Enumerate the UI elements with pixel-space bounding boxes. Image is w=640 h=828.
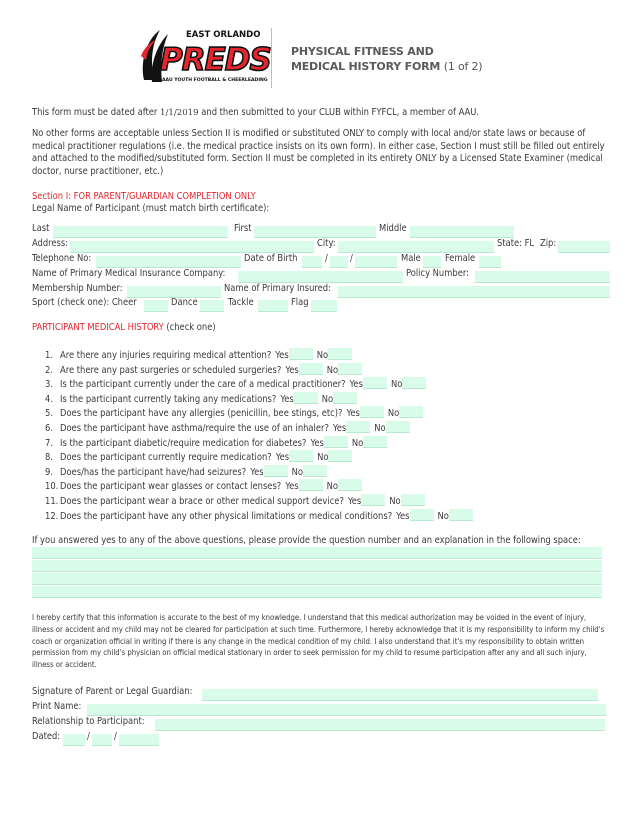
- yes-checkbox[interactable]: [363, 377, 387, 389]
- zip-field[interactable]: [558, 241, 610, 253]
- policy-label: Policy Number:: [406, 268, 469, 279]
- question-number: 11.: [45, 496, 59, 507]
- yes-checkbox[interactable]: [289, 348, 313, 360]
- logo-sub-text: AAU YOUTH FOOTBALL & CHEERLEADING: [162, 78, 268, 83]
- question-number: 9.: [45, 466, 53, 478]
- dob-month-field[interactable]: [302, 256, 322, 268]
- question-number: 8.: [45, 452, 53, 464]
- female-label: Female: [445, 253, 476, 264]
- relationship-label: Relationship to Participant:: [32, 716, 145, 727]
- yes-label: Yes: [349, 379, 363, 391]
- membership-label: Membership Number:: [32, 283, 123, 294]
- zip-label: Zip:: [540, 238, 557, 249]
- explain-line-3[interactable]: [32, 573, 602, 585]
- dob-day-field[interactable]: [330, 256, 348, 268]
- logo-top-text: EAST ORLANDO: [186, 30, 261, 40]
- state-label: State: FL: [497, 238, 535, 249]
- question-text: Does/has the participant have/had seizures?: [60, 466, 247, 478]
- dance-label: Dance: [171, 297, 198, 308]
- question-row: [45, 363, 362, 377]
- insurance-label: Name of Primary Medical Insurance Company:: [32, 268, 226, 279]
- history-heading: PARTICIPANT MEDICAL HISTORY (check one): [32, 322, 216, 333]
- dance-checkbox[interactable]: [200, 300, 224, 312]
- form-title-line1: PHYSICAL FITNESS AND: [291, 45, 434, 58]
- preds-logo: [138, 26, 271, 86]
- no-label: No: [326, 481, 339, 493]
- city-label: City:: [317, 238, 336, 249]
- dated-year-field[interactable]: [119, 734, 159, 746]
- first-name-label: First: [234, 223, 252, 234]
- no-label: No: [326, 364, 339, 376]
- yes-checkbox[interactable]: [294, 392, 318, 404]
- tackle-checkbox[interactable]: [258, 300, 288, 312]
- question-row: [45, 377, 426, 391]
- question-row: [45, 494, 425, 508]
- logo-main-text: PREDS: [160, 42, 271, 78]
- female-checkbox[interactable]: [479, 256, 501, 268]
- certification-text: I hereby certify that this information is accurate to the best of my knowledge. I understand that this medical authorization may be voided in the event of injury, illness or accident and my child may not be cleared for participation at such time. Furthermore, I hereby acknowledge that it is my responsibility to inform my child's coach or organization official in writing if there is any change in the medical condition of my child. I also understand that it's my responsibility to obtain written permission from my child's physician on official medical stationary in order to seek permission for my child to resume participation after any and all such injury, illness or accident.: [32, 613, 605, 670]
- last-name-field[interactable]: [53, 226, 228, 238]
- no-label: No: [390, 379, 403, 391]
- no-checkbox[interactable]: [338, 479, 362, 491]
- question-row: [45, 450, 352, 464]
- no-label: No: [316, 350, 329, 361]
- first-name-field[interactable]: [254, 226, 376, 238]
- explain-line-4[interactable]: [32, 586, 602, 598]
- question-text: Is the participant currently taking any medications?: [60, 393, 277, 405]
- yes-label: Yes: [285, 364, 299, 376]
- question-text: Does the participant have any allergies (penicillin, bee stings, etc)?: [60, 408, 343, 420]
- yes-label: Yes: [285, 481, 299, 493]
- yes-checkbox[interactable]: [346, 421, 370, 433]
- legal-name-label: Legal Name of Participant (must match birth certificate):: [32, 203, 270, 214]
- yes-label: Yes: [250, 466, 264, 478]
- question-number: 6.: [45, 423, 53, 434]
- no-checkbox[interactable]: [328, 450, 352, 462]
- sport-label: Sport (check one): Cheer: [32, 297, 137, 308]
- signature-field[interactable]: [202, 689, 598, 701]
- question-number: 4.: [45, 393, 53, 405]
- no-checkbox[interactable]: [303, 465, 327, 477]
- question-text: Does the participant have any other physical limitations or medical conditions?: [60, 510, 393, 522]
- no-checkbox[interactable]: [386, 421, 410, 433]
- yes-label: Yes: [346, 408, 360, 420]
- signature-label: Signature of Parent or Legal Guardian:: [32, 686, 193, 697]
- no-label: No: [374, 423, 386, 434]
- question-number: 3.: [45, 379, 53, 391]
- question-row: [45, 421, 410, 435]
- last-name-label: Last: [32, 223, 50, 234]
- header-divider: [271, 28, 272, 88]
- flag-label: Flag: [291, 297, 309, 308]
- dob-label: Date of Birth: [244, 253, 298, 264]
- telephone-field[interactable]: [96, 256, 241, 268]
- question-number: 1.: [45, 350, 53, 361]
- no-label: No: [291, 466, 303, 478]
- no-checkbox[interactable]: [399, 406, 423, 418]
- yes-checkbox[interactable]: [289, 450, 313, 462]
- explain-line-2[interactable]: [32, 560, 602, 572]
- middle-name-field[interactable]: [410, 226, 514, 238]
- yes-checkbox[interactable]: [264, 465, 288, 477]
- question-row: [45, 509, 473, 523]
- question-text: Does the participant wear a brace or other medical support device?: [60, 496, 344, 507]
- no-label: No: [387, 408, 400, 420]
- middle-name-label: Middle: [379, 223, 407, 234]
- tackle-label: Tackle: [228, 297, 254, 308]
- page-indicator: (1 of 2): [443, 60, 483, 73]
- question-text: Does the participant wear glasses or contact lenses?: [60, 481, 282, 493]
- address-field[interactable]: [70, 241, 314, 253]
- yes-checkbox[interactable]: [360, 406, 384, 418]
- no-checkbox[interactable]: [338, 363, 362, 375]
- explain-line-1[interactable]: [32, 547, 602, 559]
- male-label: Male: [401, 253, 421, 264]
- explain-prompt: If you answered yes to any of the above questions, please provide the question number and an explanation in the following space:: [32, 535, 581, 546]
- yes-label: Yes: [347, 496, 362, 507]
- male-checkbox[interactable]: [423, 256, 441, 268]
- intro-paragraph-2: No other forms are acceptable unless Section II is modified or substituted ONLY to comply with local and/or state laws or because of medical practitioner regulations (i.e. the medical practice insists on its own form). In either case, Section I must still be filled out entirely and attached to the modified/substituted form. Section II must be completed in its entirety ONLY by a Licensed State Examiner (medical doctor, nurse practitioner, etc.): [32, 128, 605, 177]
- form-title: [291, 44, 482, 74]
- question-text: Does the participant have asthma/require the use of an inhaler?: [60, 423, 329, 434]
- question-number: 2.: [45, 364, 53, 376]
- yes-label: Yes: [332, 423, 347, 434]
- insurance-field[interactable]: [238, 271, 403, 283]
- cheer-checkbox[interactable]: [144, 300, 168, 312]
- policy-field[interactable]: [475, 271, 610, 283]
- question-number: 10.: [45, 481, 59, 493]
- no-label: No: [351, 437, 364, 449]
- question-row: [45, 436, 387, 450]
- print-name-field[interactable]: [87, 704, 606, 716]
- question-text: Are there any past surgeries or scheduled surgeries?: [60, 364, 282, 376]
- flag-checkbox[interactable]: [311, 300, 337, 312]
- yes-checkbox[interactable]: [410, 509, 434, 521]
- no-checkbox[interactable]: [333, 392, 357, 404]
- print-name-label: Print Name:: [32, 701, 82, 712]
- question-number: 5.: [45, 408, 53, 420]
- dated-month-field[interactable]: [63, 734, 85, 746]
- relationship-field[interactable]: [155, 719, 605, 731]
- section1-heading: Section I: FOR PARENT/GUARDIAN COMPLETION ONLY: [32, 191, 256, 202]
- question-number: 12.: [45, 510, 59, 522]
- form-title-line2: MEDICAL HISTORY FORM: [291, 60, 441, 73]
- question-text: Is the participant diabetic/require medication for diabetes?: [60, 437, 307, 449]
- question-row: [45, 392, 357, 406]
- question-text: Does the participant currently require medication?: [60, 452, 272, 464]
- intro-date: 1/1/2019: [160, 108, 199, 118]
- telephone-label: Telephone No:: [32, 253, 92, 264]
- no-label: No: [389, 496, 401, 507]
- yes-label: Yes: [275, 452, 290, 464]
- no-checkbox[interactable]: [401, 494, 425, 506]
- no-label: No: [321, 393, 334, 405]
- insured-label: Name of Primary Insured:: [224, 283, 331, 294]
- city-field[interactable]: [338, 241, 494, 253]
- question-row: [45, 465, 327, 479]
- dated-label: Dated:: [32, 731, 61, 742]
- insured-field[interactable]: [338, 286, 610, 298]
- no-label: No: [437, 510, 449, 522]
- no-checkbox[interactable]: [449, 509, 473, 521]
- yes-checkbox[interactable]: [361, 494, 385, 506]
- yes-label: Yes: [280, 393, 294, 405]
- no-checkbox[interactable]: [328, 348, 352, 360]
- no-checkbox[interactable]: [402, 377, 426, 389]
- yes-checkbox[interactable]: [299, 363, 323, 375]
- question-number: 7.: [45, 437, 53, 449]
- question-text: Are there any injuries requiring medical attention?: [60, 350, 272, 361]
- question-text: Is the participant currently under the care of a medical practitioner?: [60, 379, 346, 391]
- question-row: [45, 479, 362, 493]
- address-label: Address:: [32, 238, 69, 249]
- question-row: [45, 406, 423, 420]
- no-label: No: [317, 452, 329, 464]
- intro-paragraph-1: This form must be dated after 1/1/2019 and then submitted to your CLUB within FYFCL, a member of AAU.: [32, 107, 480, 118]
- yes-label: Yes: [310, 437, 324, 449]
- yes-checkbox[interactable]: [299, 479, 323, 491]
- dob-year-field[interactable]: [355, 256, 397, 268]
- question-row: [45, 348, 352, 362]
- no-checkbox[interactable]: [363, 436, 387, 448]
- yes-label: Yes: [275, 350, 289, 361]
- yes-checkbox[interactable]: [324, 436, 348, 448]
- dated-day-field[interactable]: [92, 734, 112, 746]
- yes-label: Yes: [396, 510, 410, 522]
